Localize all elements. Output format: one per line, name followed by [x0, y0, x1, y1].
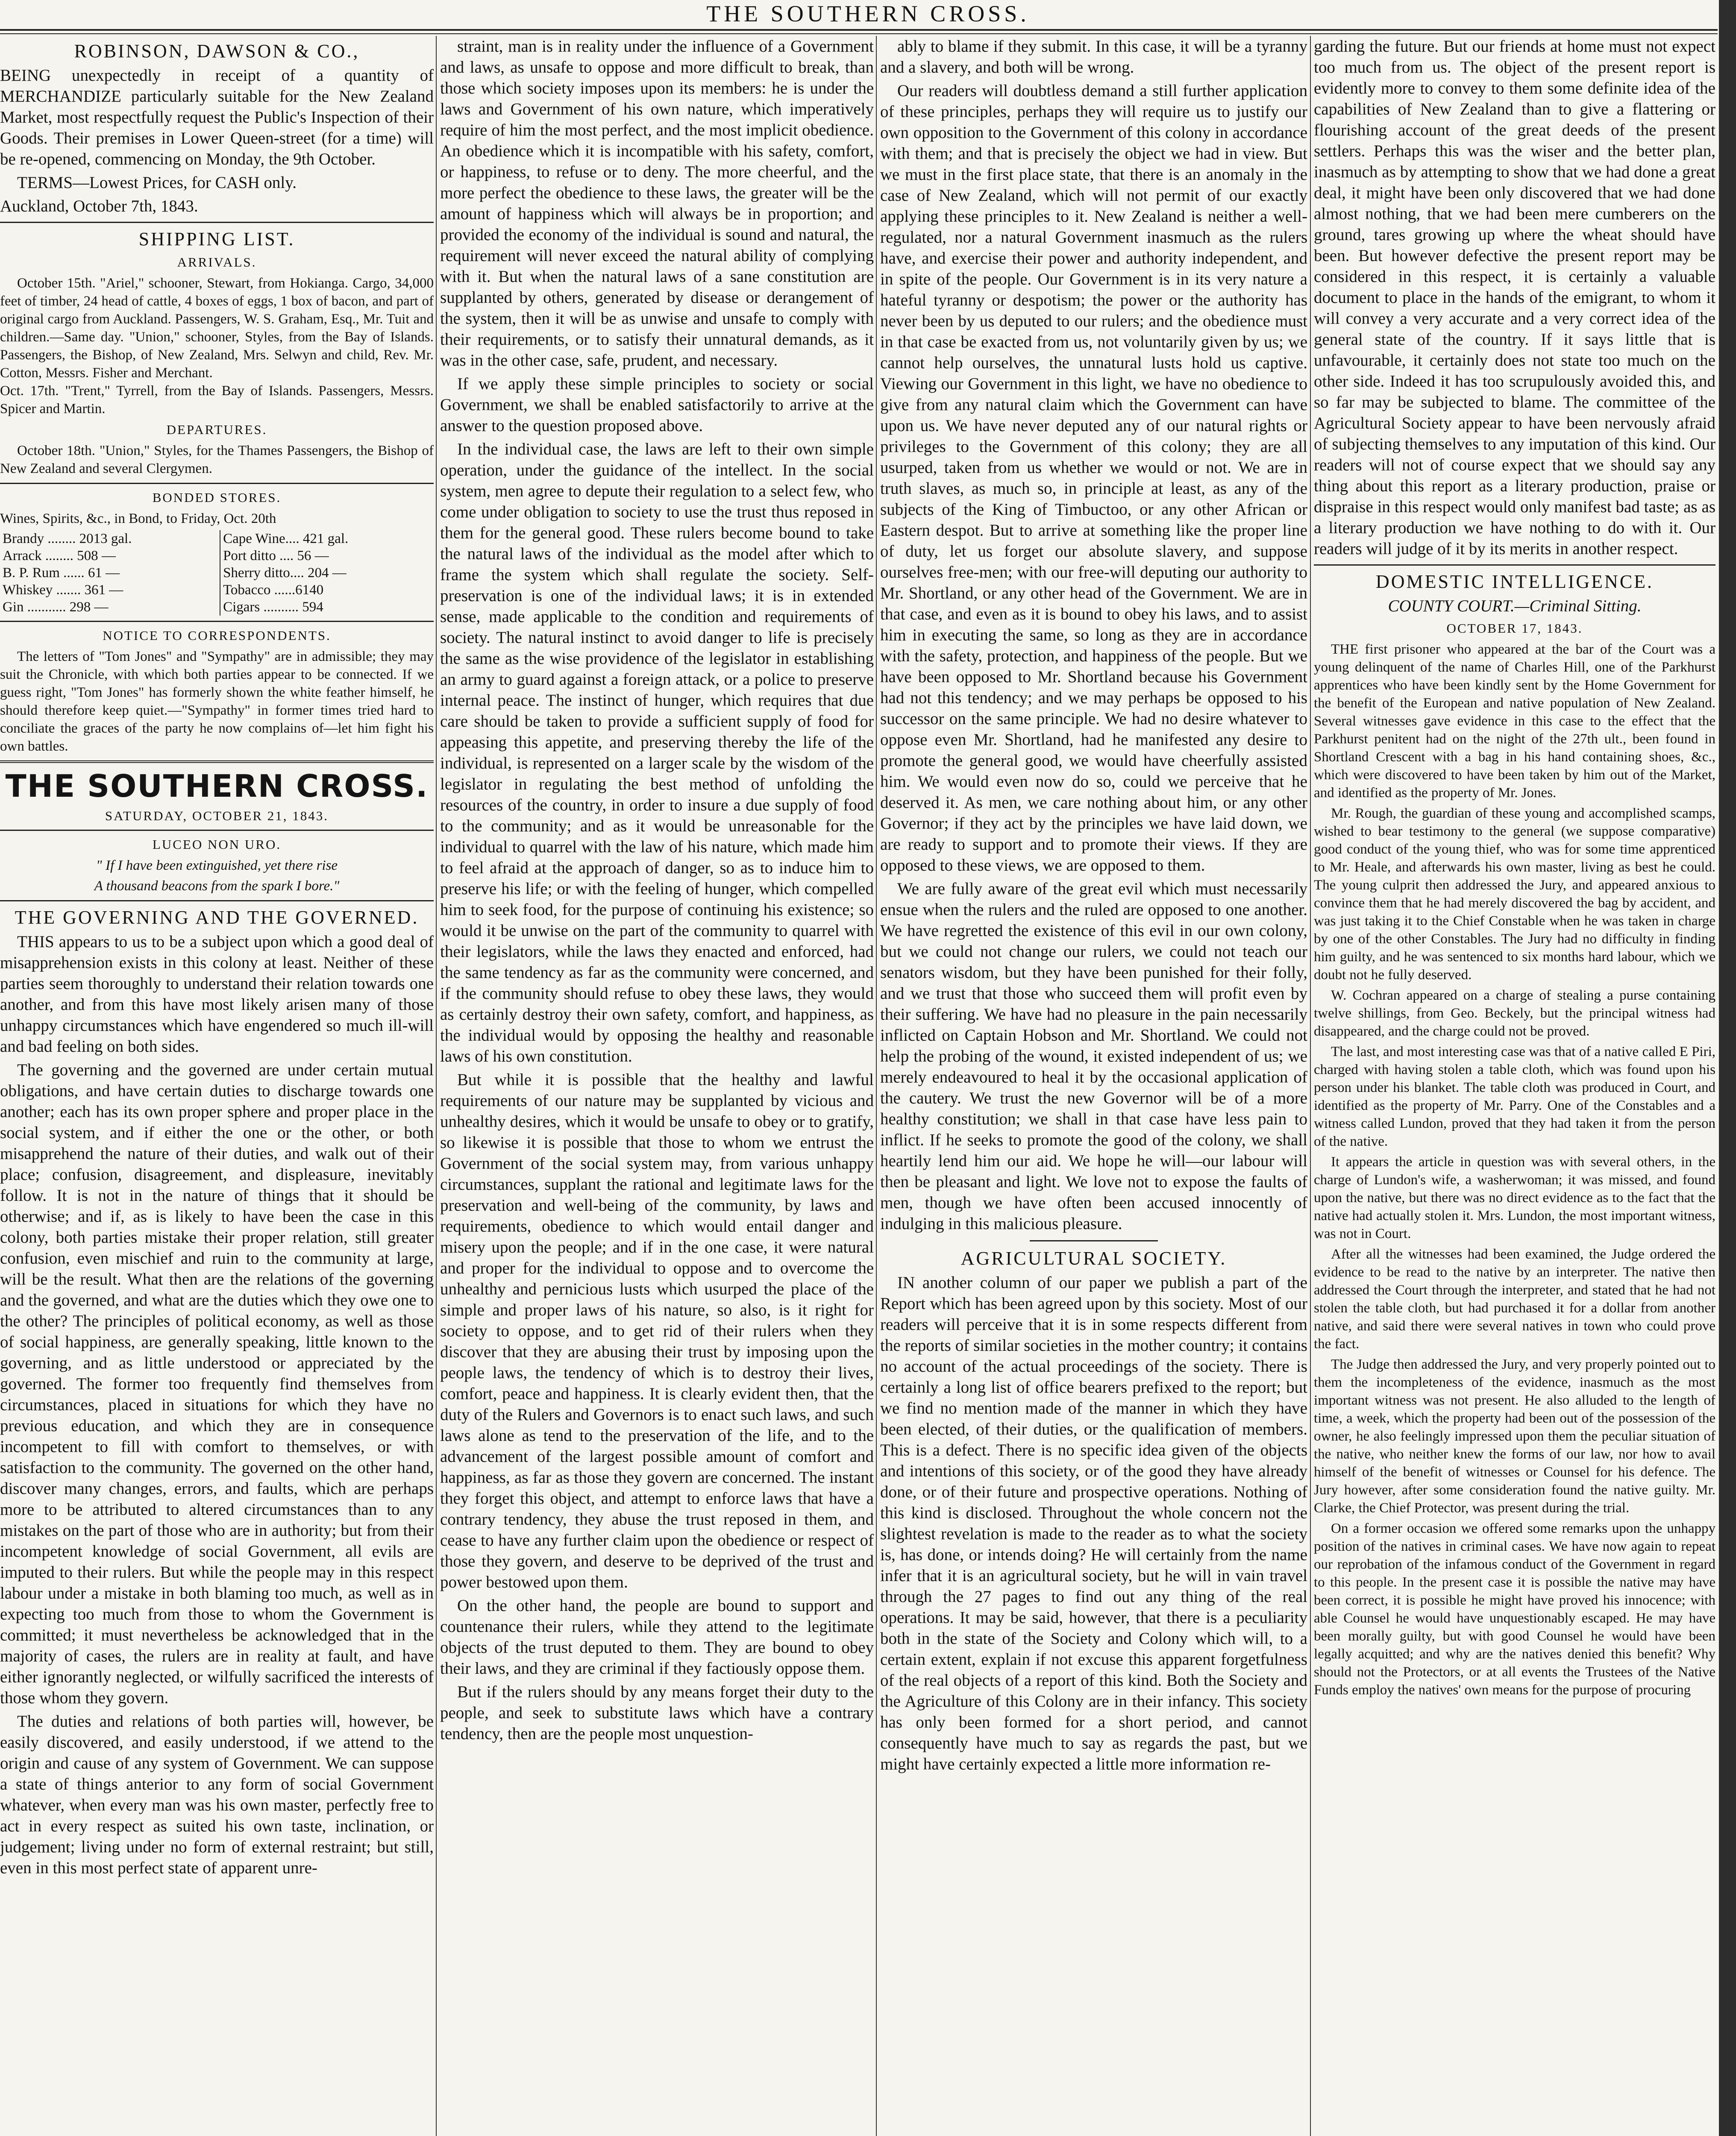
article-paragraph: If we apply these simple principles to society or social Government, we shall be enabled satisfactorily to arrive at the answer to the question proposed above. [440, 375, 874, 435]
court-report-paragraph: After all the witnesses had been examined, the Judge ordered the evidence to be read to the native by an interpreter. The native then addressed the Court through the interpreter, and stated that he had not stolen the table cloth, but had purchased it for a dollar from another native, and said there were several natives in town who could prove the fact. [1314, 1247, 1715, 1352]
stores-cell: Cigars .......... 594 [220, 599, 434, 616]
paper-date: SATURDAY, OCTOBER 21, 1843. [105, 808, 329, 823]
court-date: OCTOBER 17, 1843. [1446, 621, 1583, 636]
column-3 [880, 36, 1307, 2136]
court-report-paragraph: W. Cochran appeared on a charge of stealing a purse containing twelve shillings, from Geo. Beckely, but the principal witness had disappeared, and the charge could not be proved. [1314, 988, 1715, 1039]
article-paragraph: On the other hand, the people are bound to support and countenance their rulers, while they attend to the legitimate objects of the trust deputed to them. They are bound to obey their laws, and they are criminal if they factiously oppose them. [440, 1596, 874, 1678]
divider [1314, 564, 1715, 566]
article-title: THE GOVERNING AND THE GOVERNED. [15, 907, 419, 928]
bonded-title: BONDED STORES. [152, 490, 282, 505]
court-report-paragraph: The last, and most interesting case was that of a native called E Piri, charged with having stolen a table cloth, which was found upon his person under his blanket. The table cloth was produced in Court, and identified as the property of Mr. Parry. One of the Constables and a witness called Lundon, proved that they had taken it from the person of the native. [1314, 1044, 1715, 1149]
article-body-continued [440, 36, 874, 1744]
article-body [0, 931, 434, 1878]
paper-title: THE SOUTHERN CROSS. [5, 768, 429, 804]
departures-text: October 18th. "Union," Styles, for the Thames Passengers, the Bishop of New Zealand and several Clergymen. [0, 443, 434, 476]
stores-cell: Port ditto .... 56 — [220, 547, 434, 564]
motto-verse-1: " If I have been extinguished, yet there rise [96, 858, 338, 873]
column-divider [1310, 36, 1311, 2136]
divider [1030, 1240, 1158, 1241]
divider [0, 621, 434, 622]
arrivals-text: October 15th. "Ariel," schooner, Stewart, from Hokianga. Cargo, 34,000 feet of timber, 24 head of cattle, 4 boxes of eggs, 1 box of bacon, and part of original cargo from Auckland. Passengers, W. S. Graham, Esq., Mr. Tuit and children.—Same day. "Union," schooner, Styles, from the Bay of Islands. Passengers, the Bishop, of New Zealand, Mrs. Selwyn and child, Rev. Mr. Cotton, Messrs. Fisher and Merchant. Oct. 17th. "Trent," Tyrrell, from the Bay of Islands. Passengers, Messrs. Spicer and Martin. [0, 276, 434, 417]
article-paragraph: We are fully aware of the great evil which must necessarily ensue when the rulers and the ruled are opposed to one another. We have regretted the existence of this evil in our own colony, but we could not change our rulers, we could not teach our senators wisdom, but they have been punished for their folly, and we trust that those who succeed them will profit even by their suffering. We have had no pleasure in the pain necessarily inflicted on Captain Hobson and Mr. Shortland. We could not help the probing of the wound, it existed independent of us; we merely endeavoured to heal it by the occasional application of the cautery. We trust the new Governor will be of a more healthy constitution; we shall in that case have less pain to inflict. If he seeks to promote the good of the colony, we shall heartily lend him our aid. We hope he will—our labour will then be pleasant and light. We love not to expose the faults of men, though we have often been accused innocently of indulging in this malicious pleasure. [880, 880, 1307, 1233]
article-body-continued [880, 36, 1307, 1234]
court-report-paragraph: On a former occasion we offered some remarks upon the unhappy position of the natives in criminal cases. We have now again to repeat our reprobation of the infamous conduct of the Government in regard to this people. In the present case it is possible the native may have been correct, it is possible he might have proved his innocence; with able Counsel he would have unquestionably escaped. He may have been morally guilty, but with good Counsel he would have been legally acquitted; and why are the natives denied this benefit? Why should not the Protectors, or at all events the Trustees of the Native Funds employ the natives' own means for the purpose of procuring [1314, 1521, 1715, 1698]
stores-cell: Cape Wine.... 421 gal. [220, 530, 434, 547]
stores-cell: Arrack ........ 508 — [3, 548, 116, 563]
article-paragraph: THIS appears to us to be a subject upon which a good deal of misapprehension exists in this colony at least. Neither of these parties seem thoroughly to understand their relation towards one another, and from this have most likely arisen many of those unhappy circumstances which have engendered so much ill-will and bad feeling on both sides. [0, 933, 434, 1056]
domestic-intelligence-title: DOMESTIC INTELLIGENCE. [1375, 571, 1654, 592]
top-rule [0, 29, 1718, 34]
masthead-title: THE SOUTHERN CROSS. [706, 1, 1030, 26]
agricultural-society-continued: garding the future. But our friends at home must not expect too much from us. The object of the present report is evidently more to convey to them some definite idea of the capabilities of New Zealand than to give a flattering or flourishing account of the great deeds of the present settlers. Perhaps this was the wiser and the better plan, inasmuch as by attempting to show that we had done a great deal, it might have been only discovered that we had done almost nothing, that we had been mere cumberers on the ground, tares growing up where the wheat should have been. But however defective the present report may be considered in this respect, it is certainly a valuable document to place in the hands of the emigrant, to whom it will convey a very accurate and a very correct idea of the general state of the country. If it says little that is unfavourable, it certainly does not state too much on the other side. Indeed it has too scrupulously avoided this, and so far may be subjected to blame. The committee of the Agricultural Society appear to have been nervously afraid of subjecting themselves to any imputation of this kind. Our readers will not of course expect that we should say any thing about this report as a literary production, praise or dispraise in this respect would only manifest bad taste; as as a literary production we have nothing to do with it. Our readers will judge of it by its merits in another respect. [1314, 37, 1715, 558]
agricultural-society-body [880, 1272, 1307, 1775]
column-1 [0, 36, 434, 2136]
divider [0, 483, 434, 484]
stores-cell: Whiskey ....... 361 — [3, 582, 123, 598]
shipping-title: SHIPPING LIST. [138, 229, 295, 249]
motto: LUCEO NON URO. [152, 837, 282, 852]
article-paragraph: Our readers will doubtless demand a still further application of these principles, perhaps they will require us to justify our own opposition to the Government of this colony in accordance with them; and that is precisely the object we had in view. But we must in the first place state, that there is an anomaly in the case of New Zealand, which will not permit of our exactly applying these principles to it. New Zealand is neither a well-regulated, nor a natural Government inasmuch as the rulers have, and exercise their power and authority independent, and in spite of the people. Our Government is in its very nature a hateful tyranny or despotism; the power or the authority has never been by us deputed to our rulers; and the obedience must in that case be exacted from us, not voluntarily given by us; we cannot help ourselves, the unnatural lusts hold us captive. Viewing our Government in this light, we have no obedience to give from any natural claim which the Government can have upon us. We have never deputed any of our natural rights or privileges to the Government of this colony; they are all usurped, taken from us whether we would or not. We are in truth slaves, as much so, in principle at least, as any of the subjects of the King of Timbuctoo, or any other African or Eastern despot. But to arrive at something like the proper line of duty, let us forget our absolute slavery, and suppose ourselves free-men; with our free-will deputing our authority to Mr. Shortland, or any other head of the Government. We are in that case, and even as it is bound to obey his laws, and to assist him in executing the same, so long as they are in accordance with the safety, protection, and happiness of the people. But we have been opposed to Mr. Shortland because his Government had not this tendency; and we may perhaps be opposed to his successor on the same principle. We had no desire whatever to oppose even Mr. Shortland, had he manifested any desire to promote the general good, we would have cheerfully assisted him. We would even now do so, could we perceive that he deserved it. As men, we care nothing about him, or any other Governor; if they act by the principles we have laid down, we are ready to support and to promote their views. If they are opposed to these views, we are opposed to them. [880, 82, 1307, 874]
article-paragraph: ably to blame if they submit. In this case, it will be a tyranny and a slavery, and both will be wrong. [880, 37, 1307, 76]
article-paragraph: But while it is possible that the healthy and lawful requirements of our nature may be supplanted by vicious and unhealthy desires, which it would be unsafe to obey or to gratify, so likewise it is possible that those to whom we entrust the Government of the social system may, from various unhappy circumstances, supplant the rational and legitimate laws for the preservation and well-being of the community, by laws and requirements, obedience to which would entail danger and misery upon the people; and if in the one case, it were natural and proper for the individual to oppose and to overcome the unhealthy and pernicious lusts which usurped the place of the simple and proper laws of his nature, so also, is it right for society to oppose, and to get rid of their rulers when they discover that they are abusing their trust by imposing upon the people laws, the tendency of which is to destroy their lives, comfort, peace and happiness. It is clearly evident then, that the duty of the Rulers and Governors is to enact such laws, and such laws alone as tend to the preservation of the life, and to the advancement of the largest possible amount of comfort and happiness, as far as those they govern are concerned. The instant they forget this object, and attempt to enforce laws that have a contrary tendency, they abuse the trust reposed in them, and cease to have any further claim upon the obedience or respect of those they govern, and deserve to be deprived of the trust and power bestowed upon them. [440, 1071, 874, 1591]
article-paragraph: In the individual case, the laws are left to their own simple operation, under the guidance of the intellect. In the social system, men agree to depute their regulation to a select few, who come under obligation to society to use the trust thus reposed in them for the general good. These rulers become bound to take the natural laws of the individual as the model after which to frame the system which shall regulate the society. Self-preservation is one of the individual laws; it is in extended sense, made applicable to the condition and requirements of society. The natural instinct to avoid danger to life is precisely the same as the wise providence of the legislator in establishing an army to guard against a foreign attack, or a police to preserve internal peace. The instinct of hunger, which requires that due care should be taken to provide a sufficient supply of food for appeasing this appetite, and preserving thereby the life of the individual, is represented on a larger scale by the wisdom of the legislator in regulating the best method of unfolding the resources of the country, in order to insure a due supply of food to the community; and as it would be unreasonable for the individual to quarrel with the law of his nature, which made him to feel afraid at the approach of danger, so as to induce him to preserve his life; or with the feeling of hunger, which compelled him to seek food, for the purpose of continuing his existence; so would it be unwise on the part of the community to quarrel with their legislators, while the laws they enacted and enforced, had the same tendency as far as the community were concerned, and if the community should refuse to obey these laws, they would as certainly destroy their own safety, comfort, and happiness, as the individual would by opposing the healthy and reasonable laws of his own constitution. [440, 440, 874, 1065]
stores-cell: Sherry ditto.... 204 — [220, 564, 434, 581]
stores-row [0, 581, 434, 599]
masthead [0, 0, 1736, 26]
divider [0, 900, 434, 901]
article-paragraph: The duties and relations of both parties will, however, be easily discovered, and easily understood, if we attend to the origin and cause of any system of Government. We can suppose a state of things anterior to any form of social Government whatever, when every man was his own master, perfectly free to act in every respect as suited his own taste, inclination, or judgement; living under no form of external restraint; but still, even in this most perfect state of apparent unre- [0, 1712, 434, 1877]
article-paragraph: straint, man is in reality under the influence of a Government and laws, as unsafe to oppose and more difficult to break, than those which society imposes upon its members: he is under the laws and Government of his own nature, which imperatively require of him the most perfect, and the most implicit obedience. An obedience which it is incompatible with his safety, comfort, or happiness, to refuse or to deny. The more cheerful, and the more perfect the obedience to these laws, the greater will be the amount of happiness which will always be in proportion; and provided the economy of the individual is sound and natural, the requirement will never exceed the natural ability of complying with it. But when the natural laws of a sane constitution are supplanted by others, generated by disease or derangement of the system, then it will be as unwise and unsafe to comply with their requirements, or to satisfy their unnatural demands, as it was in the other case, safe, prudent, and necessary. [440, 37, 874, 370]
column-2 [440, 36, 874, 2136]
motto-verse-2: A thousand beacons from the spark I bore." [94, 878, 340, 894]
ad-terms: TERMS—Lowest Prices, for CASH only. [17, 173, 297, 192]
article-paragraph: But if the rulers should by any means forget their duty to the people, and seek to substitute laws which have a contrary tendency, then are the people most unquestion- [440, 1683, 874, 1743]
court-report-paragraph: The Judge then addressed the Jury, and very properly pointed out to them the incompleteness of the evidence, inasmuch as the most important witness was not present. He also alluded to the length of time, a week, which the property had been out of the possession of the owner, he also feelingly impressed upon them the peculiar situation of the native, who neither knew the forms of our law, nor how to avail himself of the benefit of witnesses or Counsel for his defence. The Jury however, after some consideration found the native guilty. Mr. Clarke, the Chief Protector, was present during the trial. [1314, 1357, 1715, 1516]
stores-row [0, 547, 434, 564]
stores-row [0, 564, 434, 581]
court-report-paragraph: It appears the article in question was with several others, in the charge of Lundon's wife, a washerwoman; it was missed, and found upon the native, but there was no direct evidence as to the fact that the native had actually stolen it. Mrs. Lundon, the most important witness, was not in Court. [1314, 1154, 1715, 1241]
stores-cell: Gin ........... 298 — [3, 599, 109, 615]
page-edge-shadow [1719, 0, 1736, 2136]
divider [0, 830, 434, 831]
ad-date: Auckland, October 7th, 1843. [0, 197, 198, 215]
column-divider [436, 36, 437, 2136]
stores-row [0, 530, 434, 547]
divider [0, 760, 434, 763]
court-heading: COUNTY COURT.—Criminal Sitting. [1388, 597, 1642, 615]
agricultural-paragraph: IN another column of our paper we publish a part of the Report which has been agreed upon by this society. Most of our readers will perceive that it is in some respects different from the reports of similar societies in the mother country; it contains no account of the actual proceedings of the society. There is certainly a long list of office bearers prefixed to the report; but we find no mention made of the manner in which they have been elected, of their duties, or the qualification of members. This is a defect. There is no specific idea given of the objects and intentions of this society, or of the good they have already done, or of their future and prospective operations. Nothing of this kind is disclosed. Throughout the whole concern not the slightest revelation is made to the reader as to what the society is, has done, or intends doing? He will certainly from the name infer that it is an agricultural society, but he will in vain travel through the 27 pages to find out any thing of the real operations. It may be said, however, that there is a peculiarity both in the state of the Society and Colony which will, to a certain extent, explain if not excuse this apparent forgetfulness of the real objects of a report of this kind. Both the Society and the Agriculture of this Colony are in their infancy. This society has only been formed for a short period, and cannot consequently have much to say as regards the past, but we might have certainly expected a little more information re- [880, 1273, 1307, 1773]
departures-title: DEPARTURES. [166, 422, 267, 437]
column-4 [1314, 36, 1715, 2136]
ad-title: ROBINSON, DAWSON & CO., [74, 41, 360, 62]
stores-cell: Brandy ........ 2013 gal. [3, 531, 132, 546]
stores-cell: B. P. Rum ...... 61 — [3, 565, 120, 581]
bonded-stores-table [0, 530, 434, 616]
agricultural-society-title: AGRICULTURAL SOCIETY. [961, 1248, 1227, 1269]
article-paragraph: The governing and the governed are under certain mutual obligations, and have certain duties to discharge towards one another; each has its own proper sphere and proper place in the social system, and if either the one or the other, or both misapprehend the nature of their duties, and walk out of their place; confusion, disagreement, and displeasure, inevitably follow. It is not in the nature of things that it should be otherwise; and if, as is likely to have been the case in this colony, both parties mistake their proper relation, still greater confusion, even mischief and ruin to the community at large, will be the result. What then are the relations of the governing and the governed, and what are the duties which they owe one to the other? The principles of political economy, as well as those of social happiness, are generally speaking, little known to the governing, and as little understood or appreciated by the governed. The former too frequently find themselves from circumstances, placed in situations for which they have no previous education, and which they are in consequence incompetent to fill with comfort to themselves, or with satisfaction to the community. The governed on the other hand, discover many changes, errors, and faults, which are perhaps more to be attributed to altered circumstances than to any mistakes on the part of those who are in authority; but from their incompetent knowledge of social Government, all evils are imputed to their rulers. But while the people may in this respect labour under a mistake in both blaming too much, as well as in expecting too much from those to whom the Government is committed; it must nevertheless be acknowledged that in the majority of cases, the rulers are in reality at fault, and have either ignorantly neglected, or wilfully sacrificed the interests of those whom they govern. [0, 1061, 434, 1707]
arrivals-title: ARRIVALS. [177, 255, 257, 270]
stores-cell: Tobacco ......6140 [220, 581, 434, 599]
court-report-paragraph: Mr. Rough, the guardian of these young and accomplished scamps, wished to bear testimony to the general (we suppose comparative) good conduct of the young thief, who was for some time apprenticed to Mr. Heale, and afterwards his own master, living as best he could. The young culprit then addressed the Jury, and appeared anxious to convince them that he had merely discovered the bag by accident, and was just taking it to the Chief Constable when he was taken in charge by one of the other Constables. The Jury had no difficulty in finding him guilty, and he was sentenced to six months hard labour, which we doubt not he fully deserved. [1314, 806, 1715, 983]
notice-title: NOTICE TO CORRESPONDENTS. [103, 628, 331, 643]
stores-row [0, 599, 434, 616]
notice-text: The letters of "Tom Jones" and "Sympathy" are in admissible; they may suit the Chronicle, with which both parties appear to be connected. If we guess right, "Tom Jones" has formerly shown the white feather himself, he should therefore keep quiet.—"Sympathy" in former times tried hard to conciliate the graces of the party he now complains of—let him fight his own battles. [0, 649, 434, 754]
divider [0, 222, 434, 223]
court-report-paragraph: THE first prisoner who appeared at the bar of the Court was a young delinquent of the name of Charles Hill, one of the Parkhurst apprentices who have been kindly sent by the Home Government for the benefit of the European and native population of New Zealand. Several witnesses gave evidence in this case to the effect that the Parkhurst penitent had on the night of the 27th ult., been found in Shortland Crescent with a bag in his hand containing shoes, &c., which were discovered to have been taken by him out of the Market, and identified as the property of Mr. Jones. [1314, 642, 1715, 801]
bonded-intro: Wines, Spirits, &c., in Bond, to Friday, Oct. 20th [0, 511, 276, 526]
column-divider [876, 36, 877, 2136]
ad-body: BEING unexpectedly in receipt of a quantity of MERCHANDIZE particularly suitable for the New Zealand Market, most respectfully request the Public's Inspection of their Goods. Their premises in Lower Queen-street (for a time) will be re-opened, commencing on Monday, the 9th October. [0, 66, 434, 168]
court-reports [1314, 640, 1715, 1699]
